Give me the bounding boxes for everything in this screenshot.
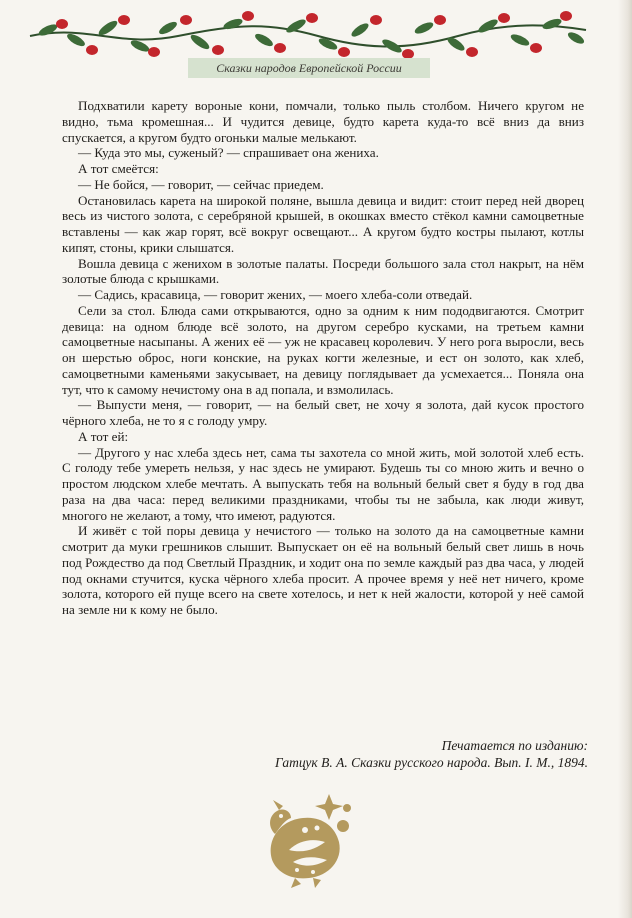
rosehip-branch-icon xyxy=(28,6,588,66)
page-edge xyxy=(618,0,632,918)
paragraph: Сели за стол. Блюда сами открываются, одно за одним к ним пододвигаются. Смотрит девица: на одном блюде всё золото, на другом серебро кусками, на третьем камни самоцветные насыпаны. А жених её — уж не красавец королевич. У него рога выросли, весь он шерстью оброс, ноги конские, на руках когти железные, и ест он золото, как хлеб, самоцветными каменьями закусывает, на девицу поглядывает да усмехается... Поняла она тут, что к самому нечистому она в ад попала, и взмолилась. xyxy=(62,302,584,397)
paragraph: Остановилась карета на широкой поляне, вышла девица и видит: стоит перед ней дворец весь из чистого золота, с серебряной крышей, в окошках вместо стёкол камни самоцветные вставлены — как жар горят, всё вокруг освещают... А кругом будто костры пылают, котлы кипят, стоны, крики слышатся. xyxy=(62,192,584,255)
paragraph: — Выпусти меня, — говорит, — на белый свет, не хочу я золота, дай кусок простого чёрного хлеба, не то я с голоду умру. xyxy=(62,397,584,428)
paragraph: А тот ей: xyxy=(78,428,129,444)
series-title: Сказки народов Европейской России xyxy=(188,58,430,78)
source-intro: Печатается по изданию: xyxy=(441,738,588,753)
source-citation xyxy=(168,737,588,771)
paragraph: — Не бойся, — говорит, — сейчас приедем. xyxy=(78,176,324,192)
paragraph: — Садись, красавица, — говорит жених, — моего хлеба-соли отведай. xyxy=(78,287,473,302)
folk-bird-emblem-icon xyxy=(255,790,355,890)
paragraph: И живёт с той поры девица у нечистого — только на золото да на самоцветные камни смотрит да муки грешников слышит. Выпускает он её на вольный белый свет лишь в ночь под Рождество да под Светлый Праздник, и ходит она по земле каждый раз два часа, у людей под окнами стучится, куска чёрного хлеба просит. А прочее время у неё нет ничего, кроме золота, которого ей пуще всего на свете хотелось, и нет к ней жалости, которой у неё самой на земле ни к кому не было. xyxy=(62,523,584,617)
paragraph: — Куда это мы, суженый? — спрашивает она жениха. xyxy=(78,145,379,161)
story-text xyxy=(62,98,584,618)
paragraph: — Другого у нас хлеба здесь нет, сама ты захотела со мной жить, мой золотой хлеб есть. С голоду тебе умереть нельзя, у нас здесь не умирают. Будешь ты со мною жить и вечно о простом людском хлебе мечтать. А выпускать тебя на вольный белый свет я буду в год два раза на два часа: перед великими праздниками, чтобы ты не забыла, как люди живут, многого не желают, а тому, что имеют, радуются. xyxy=(62,444,584,523)
source-reference: Гатцук В. А. Сказки русского народа. Вып. I. М., 1894. xyxy=(275,755,588,770)
paragraph: Подхватили карету вороные кони, помчали, только пыль столбом. Ничего кругом не видно, тьма кромешная... И чудится девице, будто карета куда-то всё вниз да вниз спускается, а кругом будто огоньки малые мелькают. xyxy=(62,98,584,145)
page-header xyxy=(0,0,632,80)
paragraph: А тот смеётся: xyxy=(78,161,159,176)
paragraph: Вошла девица с женихом в золотые палаты. Посреди большого зала стол накрыт, на нём золотые блюда с крышками. xyxy=(62,255,584,287)
